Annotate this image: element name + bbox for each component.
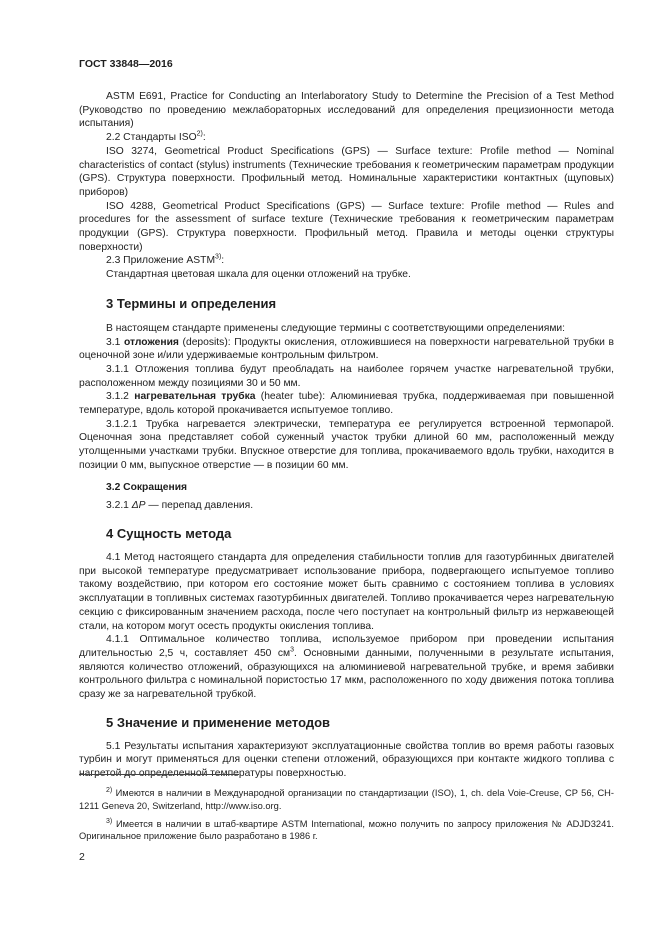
page-body [79, 90, 614, 781]
term-3-1-1: 3.1.1 Отложения топлива будут преобладать на наиболее горячем участке нагревательной трубки, расположенном между позициями 30 и 50 мм. [79, 363, 614, 389]
footnote-ref-3: 3) [215, 254, 222, 262]
term-3-1: 3.1 отложения (deposits): Продукты окисления, отложившиеся на поверхности нагревательной трубки в оценочной зоне и/или удерживаемые контрольным фильтром. [79, 336, 614, 362]
heading-section-4: 4 Сущность метода [106, 525, 232, 541]
heading-section-3: 3 Термины и определения [106, 295, 277, 311]
section-3-intro: В настоящем стандарте применены следующие термины с соответствующими определениями: [106, 322, 566, 334]
term-3-1-2-1: 3.1.2.1 Трубка нагревается электрически, температура ее регулируется встроенной термопарой. Оценочная зона представляет собой суженный участок трубки длиной 60 мм, расположенный между утолщенными участками трубки. Впускное отверстие для топлива, прокачиваемого вдоль трубки, находится в позиции 0 мм, выпускное отверстие — в позиции 60 мм. [79, 418, 614, 471]
footnotes [79, 787, 614, 843]
abbr-3-2-1: 3.2.1 ΔP — перепад давления. [106, 500, 254, 512]
footnote-ref-2: 2) [196, 130, 203, 138]
footnote-divider [79, 774, 239, 775]
section-2-3-body: Стандартная цветовая шкала для оценки отложений на трубке. [106, 269, 411, 281]
reference-iso-3274: ISO 3274, Geometrical Product Specifications (GPS) — Surface texture: Profile method — Nominal characteristics of contact (stylus) instruments (Технические требования к геометрическим параметрам продукции (GPS). Структура поверхности. Профильный метод. Номинальные характеристики контактных (щуповых) приборов) [79, 145, 614, 198]
reference-iso-4288: ISO 4288, Geometrical Product Specifications (GPS) — Surface texture: Profile method — Rules and procedures for the assessment of surface texture (Технические требования к геометрическим параметрам продукции (GPS). Структура поверхности. Профильный метод. Правила и методы оценки структуры поверхности) [79, 200, 614, 253]
heading-3-2: 3.2 Сокращения [106, 481, 188, 493]
heading-section-5: 5 Значение и применение методов [106, 714, 331, 730]
footnote-2: $^{2)}$ Имеются в наличии в Международной организации по стандартизации (ISO), 1, ch. dela Voie-Creuse, CP 56, CH-1211 Geneva 20, Switzerland, http://www.iso.org. [79, 786, 614, 811]
section-2-2: 2.2 Стандарты ISO$^{2)}$: [106, 130, 206, 144]
section-2-3: 2.3 Приложение ASTM$^{3)}$: [106, 254, 225, 267]
paragraph-4-1-1: 4.1.1 Оптимальное количество топлива, используемое прибором при проведении испытания длительностью 2,5 ч, составляет 450 $см^3$. Основными данными, полученными в результате испытания, являются количество отложений, образующихся на алюминиевой нагревательной трубке, и время забивки контрольного фильтра с номинальной пористостью 17 мкм, расположенного по ходу движения потока топлива сразу же за нагревательной трубкой. [79, 634, 614, 701]
page-number: 2 [79, 851, 85, 863]
paragraph-4-1: 4.1 Метод настоящего стандарта для определения стабильности топлив для газотурбинных двигателей при высокой температуре предусматривает использование прибора, подвергающего испытуемое топливо такому воздействию, при котором его состояние может быть сравнимо с состоянием топлива в условиях эксплуатации в топливных системах газотурбинных двигателей. Топливо прокачивается через нагревательную секцию с фиксированным значением расхода, после чего поступает на контрольный фильтр из нержавеющей стали, на котором могут осесть продукты окисления топлива. [79, 551, 614, 632]
paragraph-5-1: 5.1 Результаты испытания характеризуют эксплуатационные свойства топлив во время работы газовых турбин и могут применяться для оценки степени отложений, образующихся при контакте жидкого топлива с нагретой до определенной температуры поверхностью. [79, 740, 614, 780]
reference-astm-e691: ASTM E691, Practice for Conducting an Interlaboratory Study to Determine the Precision of a Test Method (Руководство по проведению межлабораторных исследований для определения прецизионности метода испытания) [79, 91, 614, 130]
term-3-1-2: 3.1.2 нагревательная трубка (heater tube): Алюминиевая трубка, поддерживаемая при повышенной температуре, вдоль которой прокачивается испытуемое топливо. [79, 391, 614, 417]
footnote-3: $^{3)}$ Имеется в наличии в штаб-квартире ASTM International, можно получить по запросу приложения № ADJD3241. Оригинальное приложение было разработано в 1986 г. [79, 817, 614, 842]
document-header: ГОСТ 33848—2016 [79, 58, 173, 70]
term-deposits: отложения [123, 336, 179, 348]
term-heater-tube: нагревательная трубка [134, 391, 256, 403]
